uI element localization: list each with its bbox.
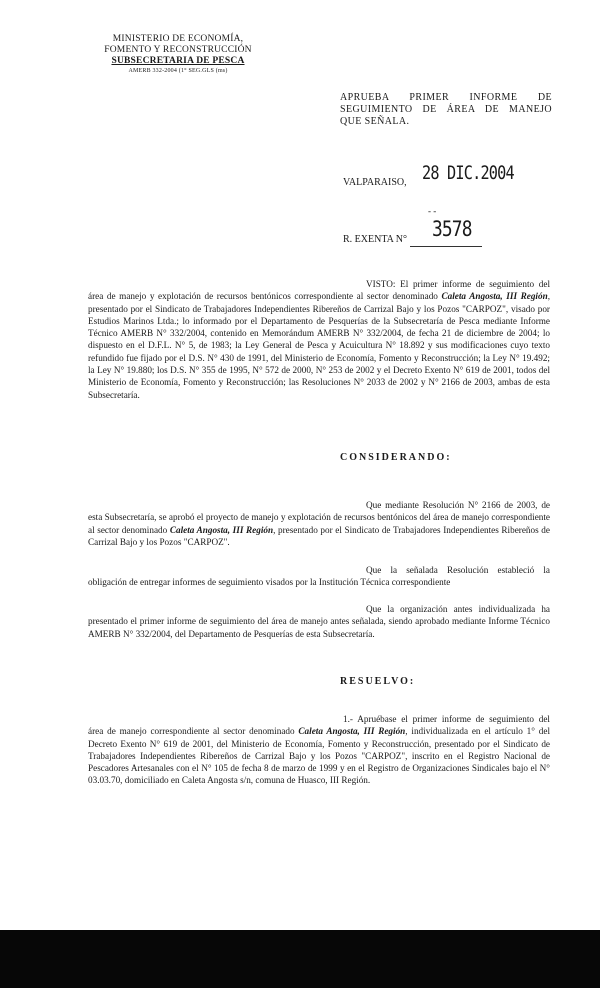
letterhead-reference: AMERB 332-2004 (1° SEG.GLS (ms) (128, 68, 228, 74)
date-stamp: 28 DIC.2004 (422, 162, 514, 184)
exenta-number: 3578 (432, 217, 472, 241)
resuelvo-item-1: 1.- Apruébase el primer informe de seguimiento del área de manejo correspondiente al sector denominado Caleta Angosta, III Región, individualizada en el artículo 1° del Decreto Exento N° 619 de 2001, del Ministerio de Economía, Fomento y Reconstrucción, presentado por el Sindicato de Trabajadores Independientes Ribereños de Carrizal Bajo y los Pozos "CARPOZ", inscrito en el Registro Nacional de Pescadores Artesanales con el N° 105 de fecha 8 de marzo de 1999 y en el Registro de Organizaciones Sindicales bajo el N° 03.03.70, domiciliado en Caleta Angosta s/n, comuna de Huasco, III Región. (88, 714, 550, 786)
letterhead-subsecretaria: SUBSECRETARIA DE PESCA (111, 56, 245, 66)
subject-line-1: APRUEBA PRIMER INFORME DE (340, 92, 552, 103)
exenta-label: R. EXENTA N° (343, 234, 408, 245)
exenta-underline (410, 246, 482, 247)
subject-line-3: QUE SEÑALA. (340, 116, 410, 127)
considerando-heading: CONSIDERANDO: (340, 452, 452, 463)
considerando-item-1: Que mediante Resolución N° 2166 de 2003, de esta Subsecretaría, se aprobó el proyecto de manejo y explotación de recursos bentónicos del área de manejo correspondiente al sector denominado Caleta Angosta, III Región, presentado por el Sindicato de Trabajadores Independientes Ribereños de Carrizal Bajo y los Pozos "CARPOZ". (88, 500, 550, 547)
letterhead-ministry-2: FOMENTO Y RECONSTRUCCIÓN (104, 45, 252, 55)
document-subject (340, 92, 552, 128)
dash-mark: - - (428, 206, 437, 216)
resuelvo-heading: RESUELVO: (340, 676, 416, 687)
considerando-item-3: Que la organización antes individualizada ha presentado el primer informe de seguimiento del área de manejo antes señalada, siendo aprobado mediante Informe Técnico AMERB N° 332/2004, del Departamento de Pesquerías de esta Subsecretaría. (88, 604, 550, 639)
considerando-item-2: Que la señalada Resolución estableció la obligación de entregar informes de seguimiento visados por la Institución Técnica correspondiente (88, 565, 550, 588)
scan-bottom-edge (0, 930, 600, 988)
subject-line-2: SEGUIMIENTO DE ÁREA DE MANEJO (340, 104, 552, 115)
visto-paragraph: VISTO: El primer informe de seguimiento del área de manejo y explotación de recursos bentónicos correspondiente al sector denominado Caleta Angosta, III Región, presentado por el Sindicato de Trabajadores Independientes Ribereños de Carrizal Bajo y los Pozos "CARPOZ", visado por Estudios Marinos Ltda.; lo informado por el Departamento de Pesquerías de la Subsecretaría de Pesca mediante Informe Técnico AMERB N° 332/2004, contenido en Memorándum AMERB N° 332/2004, de fecha 21 de diciembre de 2004; lo dispuesto en el D.F.L. N° 5, de 1983; la Ley General de Pesca y Acuicultura N° 18.892 y sus modificaciones cuyo texto refundido fue fijado por el D.S. N° 430 de 1991, del Ministerio de Economía, Fomento y Reconstrucción; la Ley N° 19.492; la Ley N° 19.880; los D.S. N° 355 de 1995, N° 572 de 2000, N° 253 de 2002 y el Decreto Exento N° 619 de 2001, todos del Ministerio de Economía, Fomento y Reconstrucción; las Resoluciones N° 2033 de 2002 y N° 2166 de 2003, ambas de esta Subsecretaría. (88, 279, 550, 400)
place-label: VALPARAISO, (343, 177, 407, 188)
letterhead-ministry: MINISTERIO DE ECONOMÍA, (112, 34, 244, 44)
visto-sector: Caleta Angosta, III Región (441, 291, 548, 302)
letterhead (78, 34, 278, 75)
